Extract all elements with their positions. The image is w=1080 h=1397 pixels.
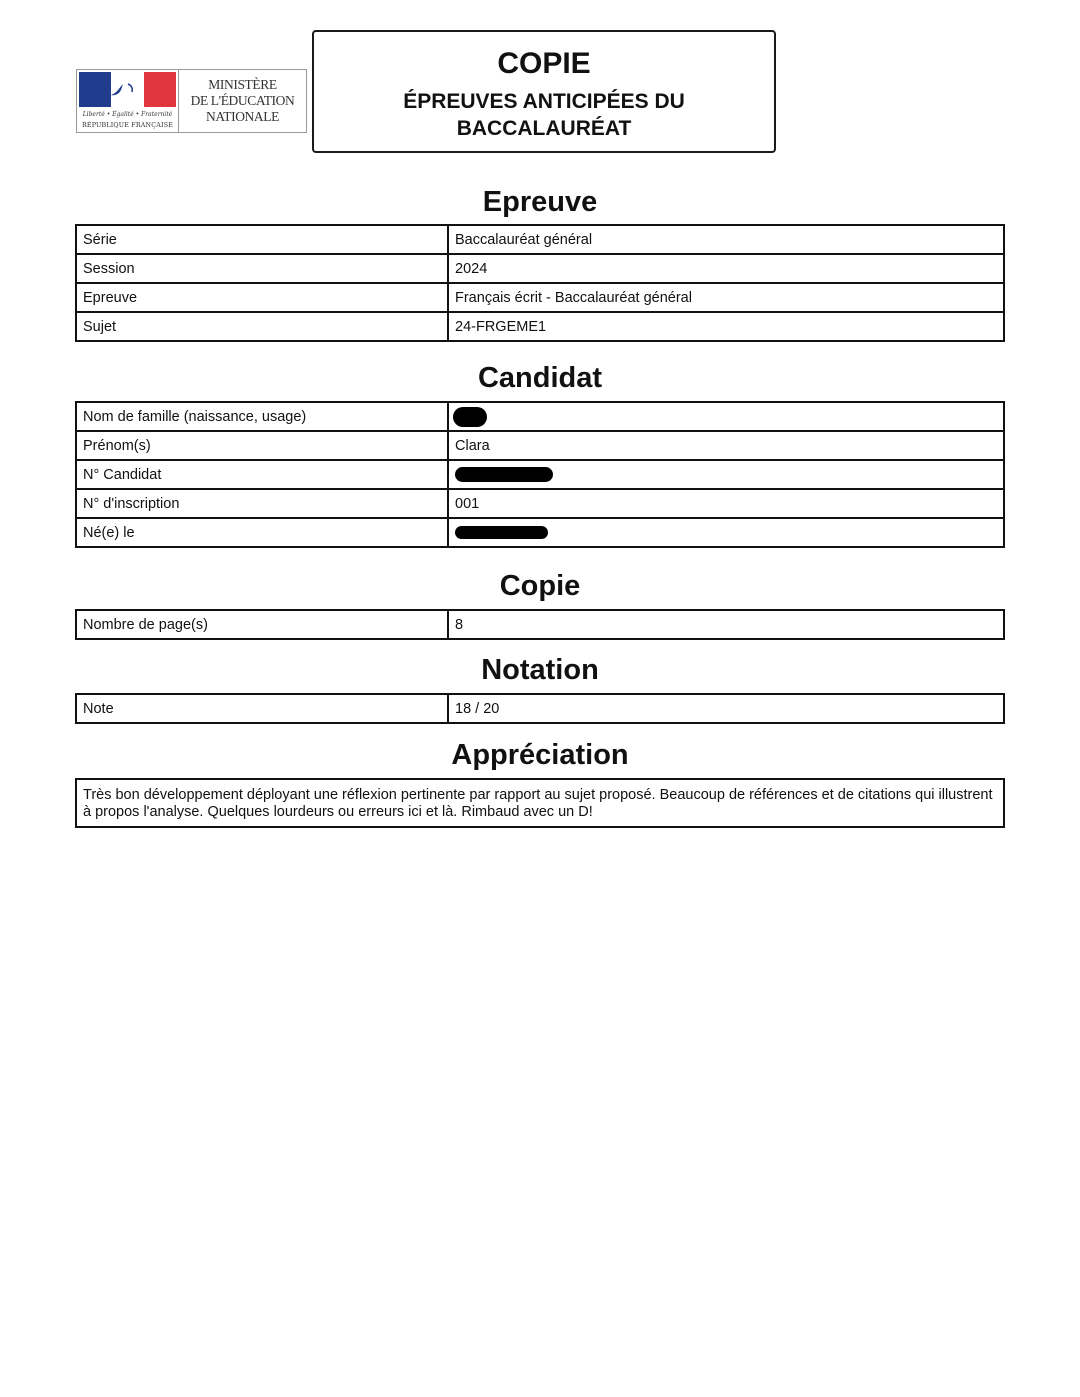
section-title-epreuve: Epreuve	[482, 186, 598, 218]
table-row	[76, 460, 1004, 489]
ministry-name	[179, 70, 306, 132]
redaction-mark	[455, 526, 548, 539]
table-row	[76, 518, 1004, 547]
row-value: 001	[448, 489, 1004, 518]
row-label: Né(e) le	[76, 518, 448, 547]
section-title-candidat: Candidat	[477, 362, 603, 394]
table-row	[76, 489, 1004, 518]
row-label: Epreuve	[76, 283, 448, 312]
row-value: 24-FRGEME1	[448, 312, 1004, 341]
table-row	[76, 694, 1004, 723]
row-label: Série	[76, 225, 448, 254]
ministry-line-2: DE L'ÉDUCATION	[190, 93, 295, 108]
row-value: 18 / 20	[448, 694, 1004, 723]
redaction-mark	[455, 467, 553, 482]
redaction-mark	[453, 407, 487, 427]
section-title-notation: Notation	[481, 654, 599, 686]
row-value-redacted	[448, 460, 1004, 489]
french-flag-icon	[79, 72, 176, 107]
row-label: Note	[76, 694, 448, 723]
row-value: 8	[448, 610, 1004, 639]
row-label: N° Candidat	[76, 460, 448, 489]
ministry-logo	[76, 69, 307, 133]
subtitle-line-2: BACCALAURÉAT	[456, 117, 632, 140]
table-row	[76, 283, 1004, 312]
row-label: Prénom(s)	[76, 431, 448, 460]
row-label: N° d'inscription	[76, 489, 448, 518]
ministry-line-3: NATIONALE	[206, 109, 279, 124]
row-label: Session	[76, 254, 448, 283]
epreuve-table	[75, 224, 1005, 342]
row-label: Sujet	[76, 312, 448, 341]
table-row	[76, 312, 1004, 341]
table-row	[76, 254, 1004, 283]
row-value: Baccalauréat général	[448, 225, 1004, 254]
republic-name: RÉPUBLIQUE FRANÇAISE	[81, 122, 174, 129]
notation-table	[75, 693, 1005, 724]
republic-emblem	[77, 70, 179, 132]
row-value: Français écrit - Baccalauréat général	[448, 283, 1004, 312]
section-title-appreciation: Appréciation	[451, 739, 629, 771]
section-title-copie: Copie	[499, 570, 581, 602]
row-value-redacted	[448, 402, 1004, 431]
copie-table	[75, 609, 1005, 640]
republic-motto: Liberté • Égalité • Fraternité	[82, 111, 173, 118]
document-subtitle	[314, 88, 774, 142]
candidat-table	[75, 401, 1005, 548]
appreciation-text: Très bon développement déployant une réflexion pertinente par rapport au sujet proposé. Beaucoup de références et de citations qui illustrent à propos l'analyse. Quelques lourdeurs ou erreurs ici et là. Rimbaud avec un D!	[75, 778, 1005, 828]
table-row	[76, 225, 1004, 254]
marianne-profile-icon	[109, 78, 145, 104]
document-title: COPIE	[497, 47, 591, 80]
row-label: Nom de famille (naissance, usage)	[76, 402, 448, 431]
table-row	[76, 610, 1004, 639]
row-value: Clara	[448, 431, 1004, 460]
subtitle-line-1: ÉPREUVES ANTICIPÉES DU	[403, 90, 685, 113]
table-row	[76, 402, 1004, 431]
table-row	[76, 431, 1004, 460]
row-value: 2024	[448, 254, 1004, 283]
row-value-redacted	[448, 518, 1004, 547]
row-label: Nombre de page(s)	[76, 610, 448, 639]
document-header	[312, 30, 776, 153]
ministry-line-1: MINISTÈRE	[208, 77, 277, 92]
